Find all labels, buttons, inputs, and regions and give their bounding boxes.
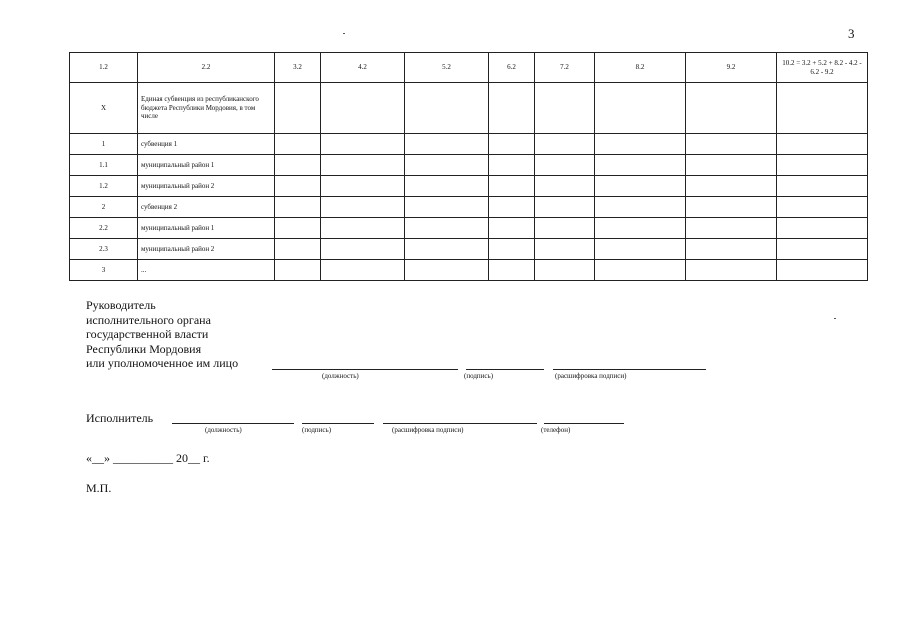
row-code: 2 [70,197,138,218]
header-cell: 8.2 [595,53,686,83]
subvention-table [69,52,868,281]
header-cell: 2.2 [138,53,275,83]
executor-name-line [383,423,537,424]
executor-position-caption: (должность) [205,426,242,434]
row-label: ... [138,260,275,281]
header-cell: 5.2 [405,53,489,83]
header-cell: 9.2 [686,53,777,83]
date-line: «__» __________ 20__ г. [86,451,210,465]
signatory-title [86,298,238,371]
executor-signature-line [302,423,374,424]
row-code: 2.3 [70,239,138,260]
name-caption: (расшифровка подписи) [555,372,627,380]
executor-label: Исполнитель [86,411,154,425]
table-total-row [70,83,868,134]
row-label: субвенция 2 [138,197,275,218]
row-code: X [70,83,138,134]
executor-phone-line [544,423,624,424]
row-label: муниципальный район 2 [138,176,275,197]
scan-speck [834,318,836,319]
row-label: Единая субвенция из республиканского бюджета Республики Мордовия, в том числе [138,83,275,134]
executor-phone-caption: (телефон) [541,426,571,434]
table-row [70,176,868,197]
executor-name-caption: (расшифровка подписи) [392,426,464,434]
table-row [70,239,868,260]
row-code: 1 [70,134,138,155]
table-header-row [70,53,868,83]
table-row [70,197,868,218]
header-cell: 7.2 [535,53,595,83]
row-label: муниципальный район 2 [138,239,275,260]
executor-signature-caption: (подпись) [302,426,332,434]
signatory-line: Руководитель [86,298,156,312]
signature-line [466,369,544,370]
executor-position-line [172,423,294,424]
row-code: 2.2 [70,218,138,239]
row-code: 3 [70,260,138,281]
header-cell: 3.2 [275,53,321,83]
scan-speck [343,33,345,34]
signatory-line: Республики Мордовия [86,341,202,356]
signatory-line: исполнительного органа [86,312,211,327]
position-line [272,369,458,370]
row-label: субвенция 1 [138,134,275,155]
row-code: 1.1 [70,155,138,176]
header-cell-formula: 10.2 = 3.2 + 5.2 + 8.2 - 4.2 - 6.2 - 9.2 [777,53,868,83]
signatory-line: государственной власти [86,327,209,341]
position-caption: (должность) [322,372,359,380]
signatory-line: или уполномоченное им лицо [86,356,239,370]
table-row [70,218,868,239]
row-label: муниципальный район 1 [138,155,275,176]
header-cell: 4.2 [321,53,405,83]
table-row [70,260,868,281]
signature-caption: (подпись) [464,372,494,380]
page-number: 3 [848,26,855,41]
table-row [70,155,868,176]
stamp-label: М.П. [86,481,112,495]
table-row [70,134,868,155]
name-line [553,369,706,370]
header-cell: 6.2 [489,53,535,83]
row-code: 1.2 [70,176,138,197]
row-label: муниципальный район 1 [138,218,275,239]
header-cell: 1.2 [70,53,138,83]
